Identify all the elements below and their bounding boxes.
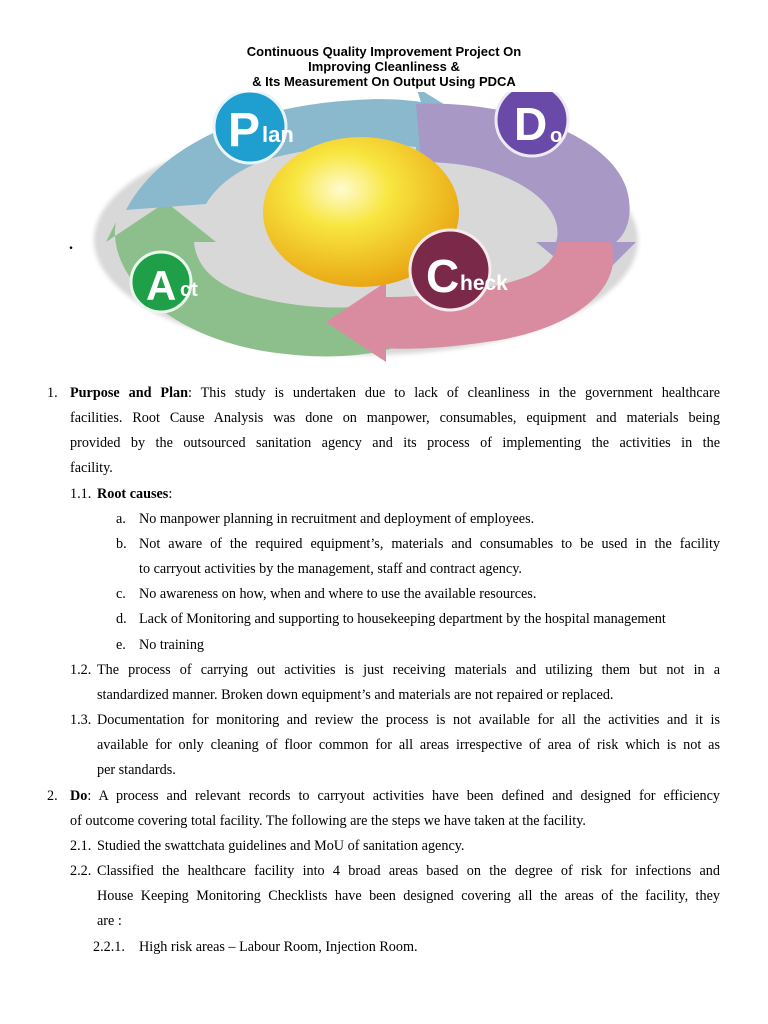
root-cause-b-letter: b. <box>116 536 127 552</box>
root-causes-colon: : <box>168 486 173 502</box>
section-1-line-1 <box>70 385 720 402</box>
stray-mark: . <box>69 236 73 253</box>
root-cause-d-letter: d. <box>116 611 127 627</box>
sub-2-2-line-2: House Keeping Monitoring Checklists have been designed covering all the areas of the facility, they <box>97 888 720 904</box>
sub-2-1-number: 2.1. <box>70 838 92 854</box>
section-2-line-1-text: : A process and relevant records to carryout activities have been defined and designed for efficiency <box>87 788 720 804</box>
sub-1-1-number: 1.1. <box>70 486 92 502</box>
sub-2-1-text: Studied the swattchata guidelines and MoU of sanitation agency. <box>97 838 465 854</box>
title-line-1: Continuous Quality Improvement Project On <box>246 44 522 59</box>
root-cause-d-text: Lack of Monitoring and supporting to housekeeping department by the hospital management <box>139 611 666 627</box>
sub-1-2-line-1: The process of carrying out activities is just receiving materials and utilizing them but not in a <box>97 662 720 678</box>
act-label-rest: ct <box>180 279 198 301</box>
document-title <box>0 44 768 89</box>
section-2-line-2: of outcome covering total facility. The following are the steps we have taken at the facility. <box>70 813 586 829</box>
section-1-line-4: facility. <box>70 460 113 476</box>
sub-1-2-line-2: standardized manner. Broken down equipment’s and materials are not repaired or replaced. <box>97 687 614 703</box>
root-cause-b-text-2: to carryout activities by the management, staff and contract agency. <box>139 561 522 577</box>
act-big-letter: A <box>146 262 177 309</box>
section-1-line-2: facilities. Root Cause Analysis was done on manpower, consumables, equipment and materials being <box>70 410 720 426</box>
title-line-3: & Its Measurement On Output Using PDCA <box>252 74 516 89</box>
sub-2-2-line-3: are : <box>97 913 122 929</box>
pdca-cycle-diagram <box>86 92 646 362</box>
sub-2-2-number: 2.2. <box>70 863 92 879</box>
plan-label-rest: lan <box>262 122 294 147</box>
root-cause-c-text: No awareness on how, when and where to use the available resources. <box>139 586 537 602</box>
check-big-letter: C <box>426 250 460 302</box>
do-label-rest: o <box>550 125 563 147</box>
root-cause-e-letter: e. <box>116 637 126 653</box>
root-cause-c-letter: c. <box>116 586 126 602</box>
section-2-line-1 <box>70 788 720 805</box>
root-cause-a-text: No manpower planning in recruitment and deployment of employees. <box>139 511 535 527</box>
section-1-line-1-text: : This study is undertaken due to lack of cleanliness in the government healthcare <box>188 385 720 401</box>
section-1-number: 1. <box>47 385 58 401</box>
root-causes-heading: Root causes <box>97 486 169 502</box>
sub-2-2-1-text: High risk areas – Labour Room, Injection Room. <box>139 939 418 955</box>
sub-1-3-line-1: Documentation for monitoring and review the process is not available for all the activities and it is <box>97 712 720 728</box>
do-big-letter: D <box>514 98 548 150</box>
do-badge <box>496 92 568 156</box>
plan-big-letter: P <box>228 104 261 157</box>
sub-2-2-1-number: 2.2.1. <box>93 939 125 955</box>
section-1-line-3: provided by the outsourced sanitation agency and its process of implementing the activities in the <box>70 435 720 451</box>
root-cause-b-text-1: Not aware of the required equipment’s, materials and consumables to be used in the facility <box>139 536 720 552</box>
sub-1-2-number: 1.2. <box>70 662 92 678</box>
section-2-number: 2. <box>47 788 58 804</box>
root-cause-a-letter: a. <box>116 511 126 527</box>
section-2-heading: Do <box>70 788 88 804</box>
sub-1-1-heading-line <box>97 486 172 503</box>
title-line-2: Improving Cleanliness & <box>308 59 460 74</box>
sub-1-3-line-3: per standards. <box>97 762 176 778</box>
root-cause-e-text: No training <box>139 637 205 653</box>
sub-1-3-line-2: available for only cleaning of floor common for all areas irrespective of area of risk which is not as <box>97 737 720 753</box>
check-label-rest: heck <box>460 272 508 295</box>
sub-2-2-line-1: Classified the healthcare facility into 4 broad areas based on the degree of risk for infections and <box>97 863 720 879</box>
section-1-heading: Purpose and Plan <box>70 385 189 401</box>
sub-1-3-number: 1.3. <box>70 712 92 728</box>
